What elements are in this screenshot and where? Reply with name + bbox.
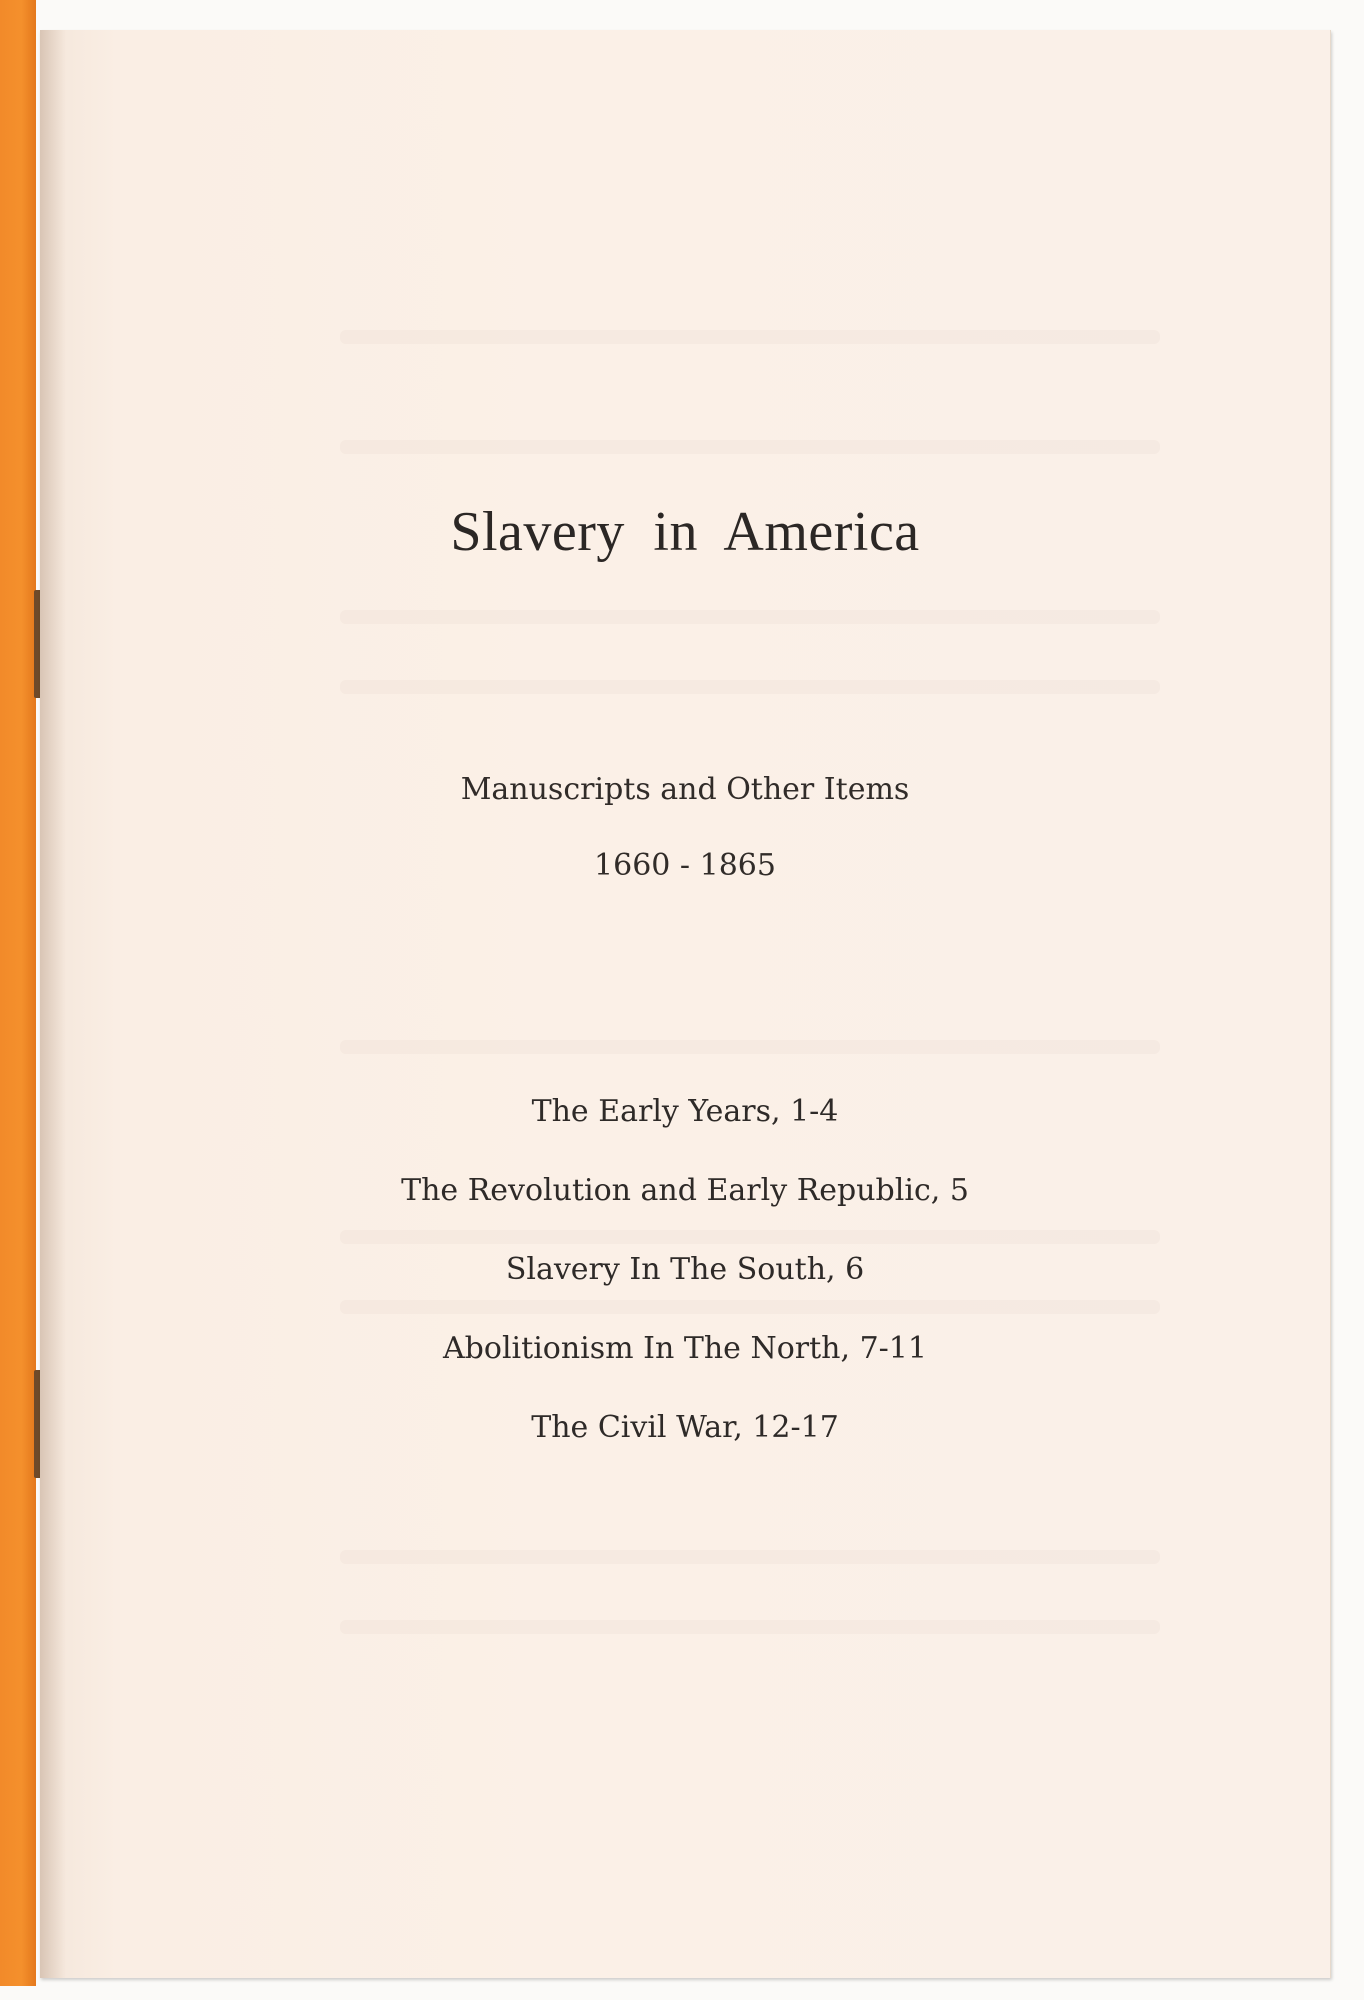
contents-item: Slavery In The South, 6 xyxy=(505,1252,865,1287)
contents-list xyxy=(40,1092,1330,1487)
contents-item: The Early Years, 1-4 xyxy=(531,1094,839,1129)
show-through-line xyxy=(340,1040,1160,1054)
show-through-line xyxy=(340,1620,1160,1634)
page-subtitle: Manuscripts and Other Items xyxy=(460,772,910,807)
contents-item: Abolitionism In The North, 7-11 xyxy=(443,1331,927,1366)
orange-cover-edge xyxy=(0,0,36,1986)
contents-item: The Revolution and Early Republic, 5 xyxy=(401,1173,969,1208)
show-through-line xyxy=(340,610,1160,624)
show-through-line xyxy=(340,1550,1160,1564)
show-through-line xyxy=(340,330,1160,344)
show-through-line xyxy=(340,680,1160,694)
page-title: Slavery in America xyxy=(450,501,920,563)
show-through-line xyxy=(340,440,1160,454)
date-range: 1660 - 1865 xyxy=(594,848,776,883)
contents-item: The Civil War, 12-17 xyxy=(531,1410,839,1445)
title-page xyxy=(40,30,1331,1978)
gutter-shadow xyxy=(40,30,66,1978)
